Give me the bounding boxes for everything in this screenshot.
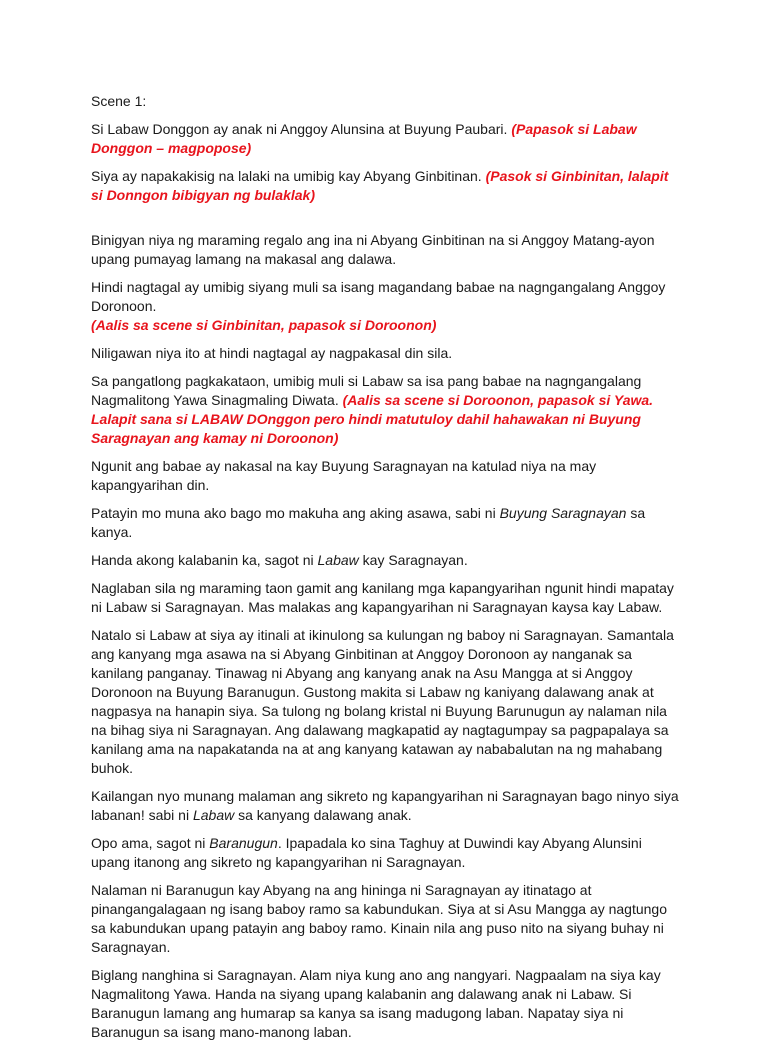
paragraph <box>91 231 683 269</box>
stage-direction: (Aalis sa scene si Doroonon, papasok si Yawa. Lalapit sana si LABAW DOnggon pero hindi matutuloy dahil hahawakan ni Buyung Saragnayan ang kamay ni Doroonon) <box>91 392 654 446</box>
scene-heading: Scene 1: <box>91 93 147 109</box>
narration-text: Natalo si Labaw at siya ay itinali at ikinulong sa kulungan ng baboy ni Saragnayan. Samantala ang kanyang mga asawa na si Abyang Ginbitinan at Anggoy Doronoon ay nanganak sa kanilang panganay. Tinawag ni Abyang ang kanyang anak na Asu Mangga at si Anggoy Doronoon na Buyung Baranugun. Gustong makita si Labaw ng kaniyang dalawang anak at nagpasya na hanapin siya. Sa tulong ng bolang kristal ni Buyung Barunugun ay nalaman nila na bihag siya ni Saragnayan. Ang dalawang magkapatid ay nagtagumpay sa pagpapalaya sa kanilang ama na napakatanda na at ang kanyang katawan ay nababalutan na ng mahabang buhok. <box>91 627 674 776</box>
stage-direction: (Aalis sa scene si Ginbinitan, papasok si Doroonon) <box>91 317 437 333</box>
paragraph <box>91 372 683 448</box>
paragraph <box>91 278 683 335</box>
narration-text: Handa akong kalabanin ka, sagot ni <box>91 552 314 568</box>
narration-text: Opo ama, sagot ni <box>91 835 206 851</box>
narration-text: Ngunit ang babae ay nakasal na kay Buyung Saragnayan na katulad niya na may kapangyarihan din. <box>91 458 597 493</box>
paragraph <box>91 457 683 495</box>
narration-text: Kailangan nyo munang malaman ang sikreto ng kapangyarihan ni Saragnayan bago ninyo siya labanan! sabi ni <box>91 788 679 823</box>
paragraph <box>91 579 683 617</box>
document-body <box>91 92 683 1051</box>
paragraph <box>91 167 683 205</box>
narration-text: kay Saragnayan. <box>362 552 468 568</box>
character-name: Buyung Saragnayan <box>499 505 627 521</box>
narration-text: . Ipapadala ko sina Taghuy at Duwindi kay Abyang Alunsini upang itanong ang sikreto ng kapangyarihan ni Saragnayan. <box>91 835 642 870</box>
paragraph <box>91 626 683 778</box>
narration-text: sa kanya. <box>91 505 646 540</box>
narration-text: Binigyan niya ng maraming regalo ang ina ni Abyang Ginbitinan na si Anggoy Matang-ayon upang pumayag lamang na makasal ang dalawa. <box>91 232 655 267</box>
narration-text: Si Labaw Donggon ay anak ni Anggoy Alunsina at Buyung Paubari. <box>91 121 508 137</box>
stage-direction: (Pasok si Ginbinitan, lalapit si Donngon bibigyan ng bulaklak) <box>91 168 669 203</box>
narration-text: Niligawan niya ito at hindi nagtagal ay nagpakasal din sila. <box>91 345 453 361</box>
paragraph <box>91 504 683 542</box>
narration-text: Naglaban sila ng maraming taon gamit ang kanilang mga kapangyarihan ngunit hindi mapatay ni Labaw si Saragnayan. Mas malakas ang kapangyarihan ni Saragnayan kaysa kay Labaw. <box>91 580 674 615</box>
character-name: Labaw <box>192 807 235 823</box>
narration-text: Hindi nagtagal ay umibig siyang muli sa isang magandang babae na nagngangalang Anggoy Doronoon. <box>91 279 666 314</box>
character-name: Labaw <box>317 552 359 568</box>
paragraph <box>91 966 683 1042</box>
paragraph <box>91 881 683 957</box>
narration-text: Siya ay napakakisig na lalaki na umibig kay Abyang Ginbitinan. <box>91 168 482 184</box>
character-name: Baranugun <box>209 835 278 851</box>
narration-text: Biglang nanghina si Saragnayan. Alam niya kung ano ang nangyari. Nagpaalam na siya kay Nagmalitong Yawa. Handa na siyang upang kalabanin ang dalawang anak ni Labaw. Si Baranugun lamang ang humarap sa kanya sa isang madugong laban. Napatay siya ni Baranugun sa isang mano-manong laban. <box>91 967 661 1040</box>
stage-direction: (Papasok si Labaw Donggon – magpopose) <box>91 121 637 156</box>
paragraph <box>91 344 683 363</box>
narration-text: Sa pangatlong pagkakataon, umibig muli si Labaw sa isa pang babae na nagngangalang Nagmalitong Yawa Sinagmaling Diwata. <box>91 373 642 408</box>
paragraph <box>91 834 683 872</box>
narration-text: sa kanyang dalawang anak. <box>238 807 412 823</box>
paragraph <box>91 551 683 570</box>
paragraph <box>91 120 683 158</box>
narration-text: Nalaman ni Baranugun kay Abyang na ang hininga ni Saragnayan ay itinatago at pinangangalagaan ng isang baboy ramo sa kabundukan. Siya at si Asu Mangga ay nagtungo sa kabundukan upang patayin ang baboy ramo. Kinain nila ang puso nito na siyang buhay ni Saragnayan. <box>91 882 667 955</box>
narration-text: Patayin mo muna ako bago mo makuha ang aking asawa, sabi ni <box>91 505 496 521</box>
paragraph <box>91 787 683 825</box>
